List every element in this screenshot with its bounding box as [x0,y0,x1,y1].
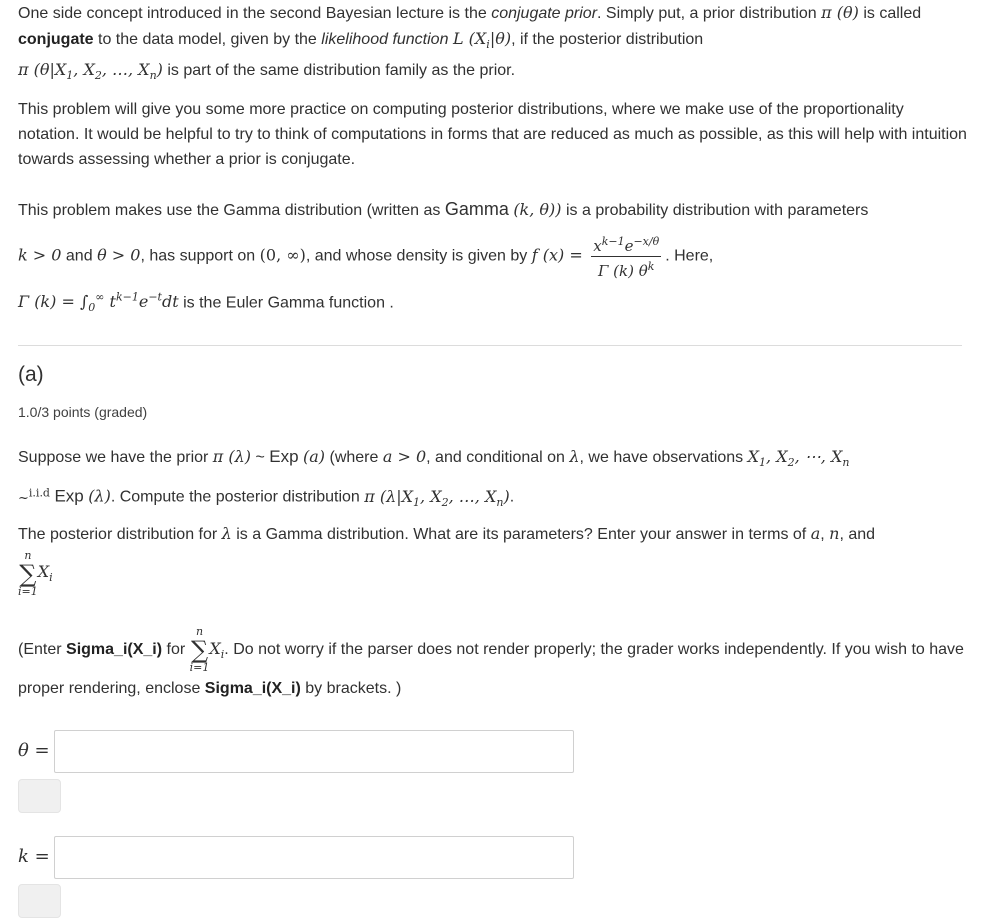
theta-label: θ = [18,740,50,761]
question-parameters: The posterior distribution for λ is a Gamma distribution. What are its parameters? Enter your answer in terms of a, n, and n ∑ i=1 $X_i$ [18,524,876,598]
question-prior: Suppose we have the prior π (λ) ~ Exp (a) (where a > 0, and conditional on λ, we have observations $X_1$, $X_2$, ⋯, $X_n$ ~$^{i.i.d}$ Exp (λ). Compute the posterior distribution π ($\lambda|X_1$, $X_2$, …, $X_n$). [18,447,850,509]
part-title: (a) [18,363,44,386]
k-input[interactable] [54,836,574,879]
section-divider [18,345,962,346]
entry-instructions: (Enter Sigma_i(X_i) for n ∑ i=1 $X_i$. Do not worry if the parser does not render properly; the grader works independently. If you wish to have proper rendering, enclose Sigma_i(X_i) by brackets. ) [18,625,964,697]
intro-paragraph-2: This problem will give you some more practice on computing posterior distributions, where we make use of the proportionality notation. It would be helpful to try to think of computations in forms that are reduced as much as possible, as this will help with intuition towards assessing whether a prior is conjugate. [18,101,967,168]
intro-paragraph-1: One side concept introduced in the second Bayesian lecture is the conjugate prior. Simply put, a prior distribution π (θ) is called conjugate to the data model, given by the likelihood function L $(X_i|\theta)$, if the posterior distribution π ($\theta|X_1$, $X_2$, …, $X_n$) is part of the same distribution family as the prior. [18,3,922,83]
intro-paragraph-3: This problem makes use the Gamma distribution (written as Gamma (k, θ)) is a probability distribution with parameters k > 0 and θ > 0, has support on (0, ∞), and whose density is given by f (x) = $\frac{x^{k-1}e^{-x/\theta}}{\Gamma (k) \theta^k}$ . Here, Γ $(k) = \int_0^\infty$ $t^{k-1}e^{-t}dt$ is the Euler Gamma function . [18,199,869,315]
theta-input[interactable] [54,730,574,773]
theta-preview-button[interactable] [18,779,61,813]
points-label: 1.0/3 points (graded) [18,404,148,420]
k-label: k = [18,846,50,867]
k-preview-button[interactable] [18,884,61,918]
